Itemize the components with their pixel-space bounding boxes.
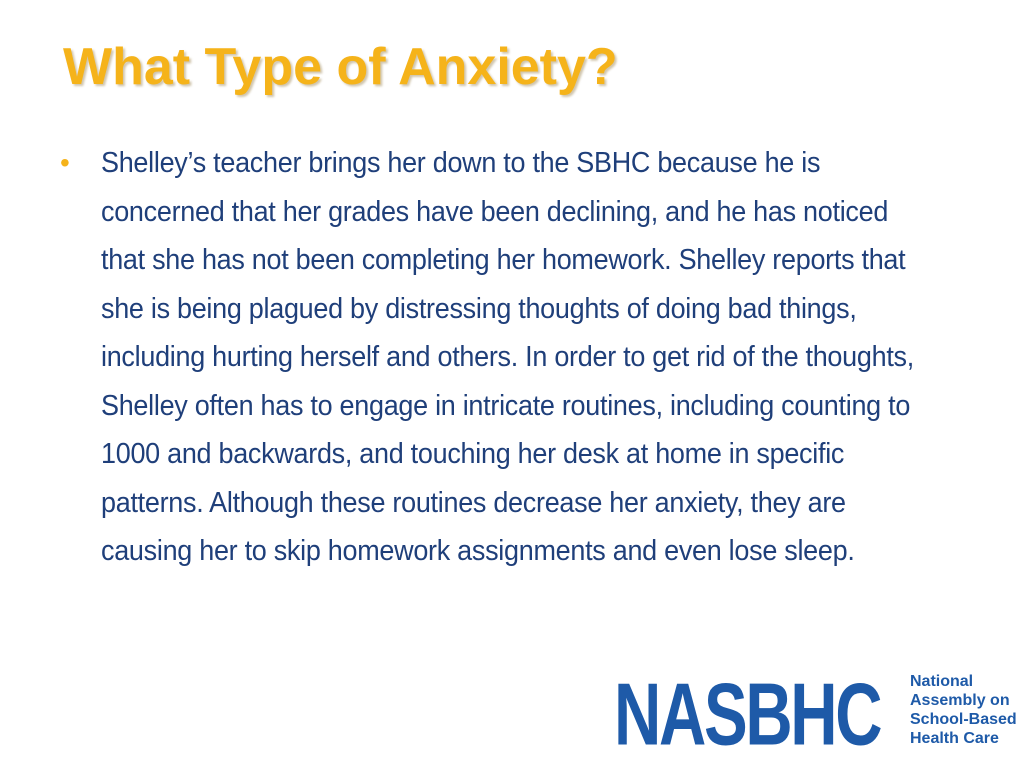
logo-line-school: School-Based	[910, 711, 1017, 728]
slide-body	[56, 139, 986, 576]
bullet-text: Shelley’s teacher brings her down to the SBHC because he is concerned that her grades have been declining, and he has noticed that she has not been completing her homework. Shelley reports that she is being plagued by distressing thoughts of doing bad things, including hurting herself and others. In order to get rid of the thoughts, Shelley often has to engage in intricate routines, including counting to 1000 and backwards, and touching her desk at home in specific patterns. Although these routines decrease her anxiety, they are causing her to skip homework assignments and even lose sleep.	[101, 147, 914, 567]
bullet-item	[56, 139, 986, 576]
nasbhc-logo	[614, 664, 1017, 764]
logo-line-national: National	[910, 673, 974, 690]
logo-wordmark: NASBHC	[614, 664, 881, 764]
logo-subtitle	[910, 672, 1017, 748]
logo-line-assembly: Assembly on	[910, 692, 1010, 709]
logo-line-health: Health Care	[910, 730, 999, 747]
bullet-icon: •	[60, 147, 70, 178]
slide-title: What Type of Anxiety?	[63, 38, 618, 96]
